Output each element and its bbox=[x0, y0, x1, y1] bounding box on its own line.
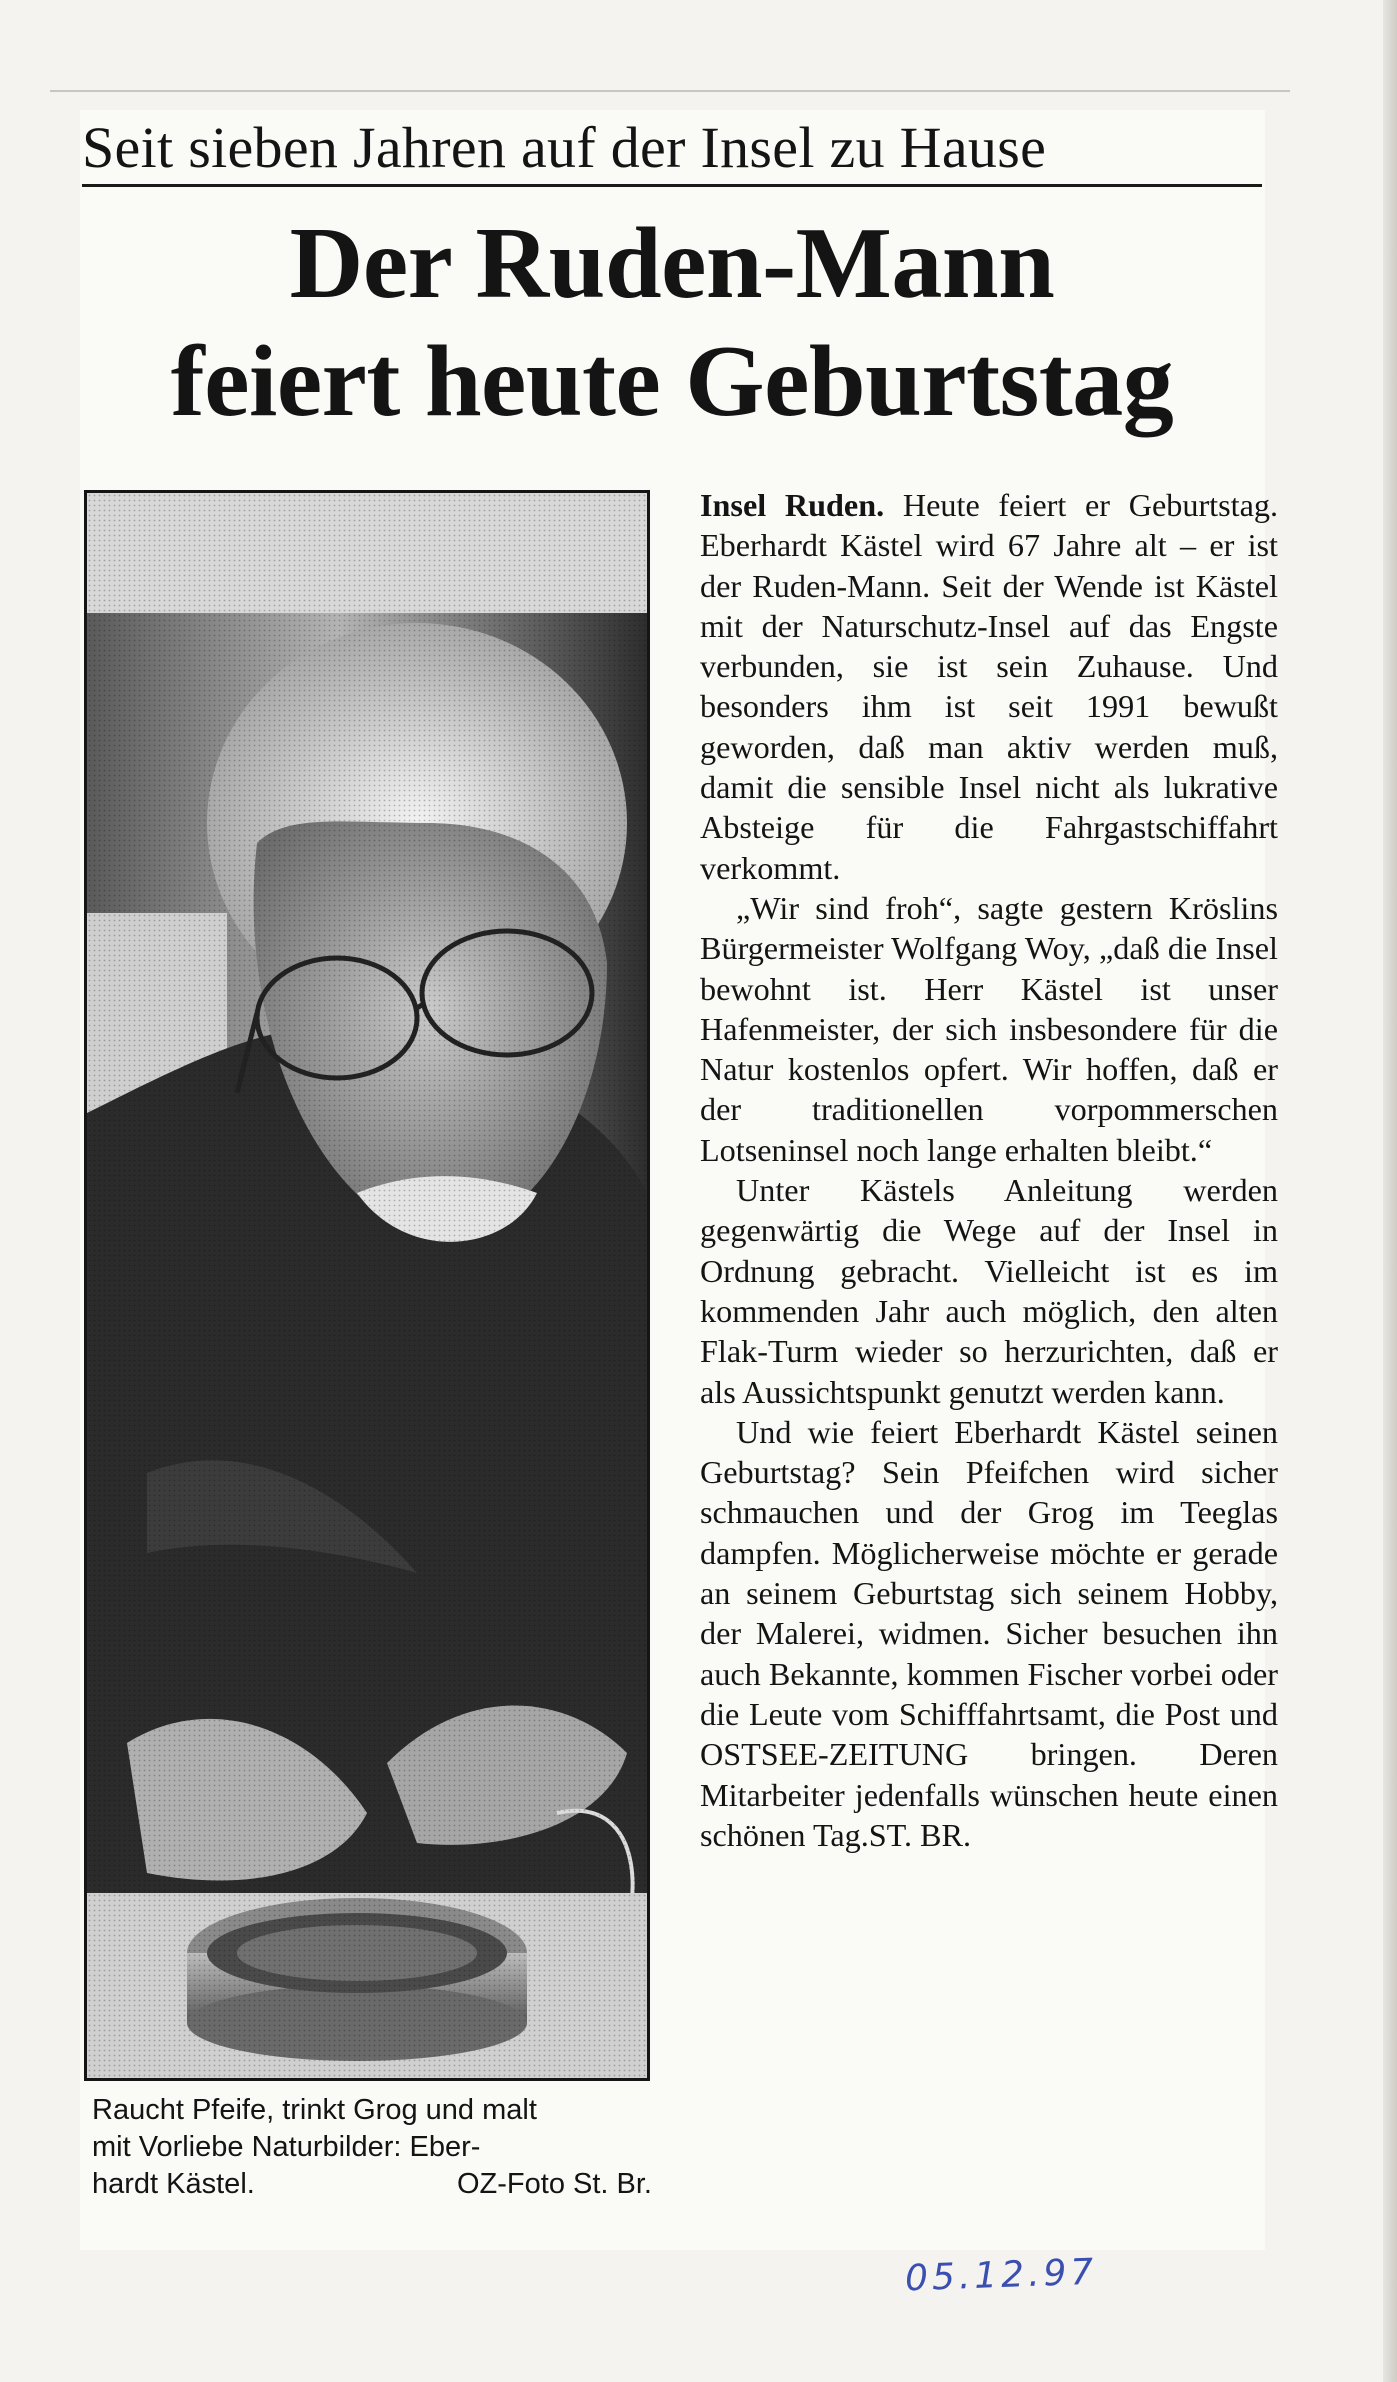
caption-line-3 bbox=[92, 2166, 652, 2203]
caption-line-2: mit Vorliebe Naturbilder: Eber- bbox=[92, 2131, 481, 2163]
caption-line-1: Raucht Pfeife, trinkt Grog und malt bbox=[92, 2094, 537, 2126]
handwritten-date: 05.12.97 bbox=[904, 2251, 1098, 2300]
article-paragraph-1 bbox=[700, 485, 1278, 888]
photo-man-with-pipe-tin bbox=[87, 493, 647, 2078]
kicker-line: Seit sieben Jahren auf der Insel zu Hause bbox=[82, 115, 1047, 180]
author-signature: ST. BR. bbox=[868, 1816, 972, 1853]
article-photo bbox=[84, 490, 650, 2081]
kicker-rule bbox=[82, 184, 1262, 187]
headline-line-2: feiert heute Geburtstag bbox=[170, 325, 1174, 438]
headline bbox=[82, 205, 1262, 441]
caption-name: hardt Kästel. bbox=[92, 2168, 255, 2200]
scan-edge bbox=[1383, 0, 1397, 2382]
paragraph-4-text: Und wie feiert Eberhardt Kästel seinen Geburtstag? Sein Pfeifchen wird sicher schmauchen und der Grog im Teeglas dampfen. Möglicherweise möchte er gerade an seinem Geburtstag sich seinem Hobby, der Malerei, widmen. Sicher besuchen ihn auch Bekannte, kommen Fischer vorbei oder die Leute vom Schifffahrtsamt, die Post und OSTSEE-ZEITUNG bringen. Deren Mitarbeiter jedenfalls wünschen heute einen schönen Tag. bbox=[700, 1413, 1278, 1853]
article-body bbox=[700, 485, 1278, 1855]
headline-line-1: Der Ruden-Mann bbox=[289, 207, 1055, 320]
paragraph-1-text: Heute feiert er Geburtstag. Eberhardt Kästel wird 67 Jahre alt – er ist der Ruden-Mann. Seit der Wende ist Kästel mit der Naturschutz-Insel auf das Engste verbunden, sie ist sein Zuhause. Und besonders ihm ist seit 1991 bewußt geworden, daß man aktiv werden muß, damit die sensible Insel nicht als lukrative Absteige für die Fahrgastschiffahrt verkommt. bbox=[700, 487, 1279, 886]
photo-caption bbox=[92, 2092, 652, 2203]
article-paragraph-3: Unter Kästels Anleitung werden gegenwärtig die Wege auf der Insel in Ordnung gebracht. Vielleicht ist es im kommenden Jahr auch möglich, den alten Flak-Turm wieder so herzurichten, daß er als Aussichtspunkt genutzt werden kann. bbox=[700, 1172, 1278, 1410]
article-paragraph-2: „Wir sind froh“, sagte gestern Kröslins Bürgermeister Wolfgang Woy, „daß die Insel bewohnt ist. Herr Kästel ist unser Hafenmeister, der sich insbesondere für die Natur kostenlos opfert. Wir hoffen, daß er der traditionellen vorpommerschen Lotseninsel noch lange erhalten bleibt.“ bbox=[700, 889, 1278, 1168]
photo-credit: OZ-Foto St. Br. bbox=[457, 2168, 652, 2200]
article-paragraph-4 bbox=[700, 1412, 1278, 1855]
scan-top-rule bbox=[50, 90, 1290, 92]
dateline: Insel Ruden. bbox=[700, 487, 885, 523]
